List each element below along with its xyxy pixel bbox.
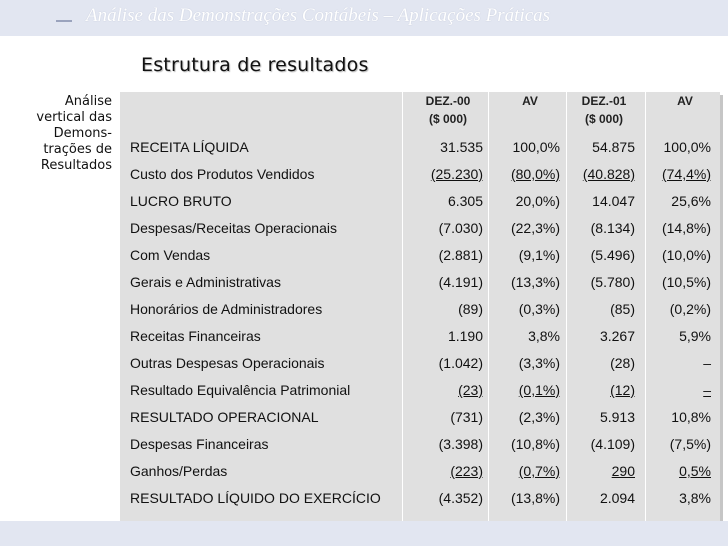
av-dez-00: (13,3%)	[510, 274, 560, 290]
av-dez-01: (0,2%)	[669, 301, 711, 317]
table-row	[120, 217, 720, 239]
row-label: Resultado Equivalência Patrimonial	[130, 382, 351, 398]
av-dez-00: (9,1%)	[518, 247, 560, 263]
av-dez-01: –	[703, 382, 711, 398]
value-dez-01: (4.109)	[590, 436, 635, 452]
av-dez-01: (14,8%)	[661, 220, 711, 236]
row-label: Outras Despesas Operacionais	[130, 355, 325, 371]
value-dez-01: 3.267	[599, 328, 635, 344]
side-label	[4, 94, 112, 174]
side-label-line: Análise	[64, 94, 112, 109]
slide-title: Estrutura de resultados	[141, 54, 369, 76]
value-dez-00: (1.042)	[438, 355, 483, 371]
row-label: RESULTADO LÍQUIDO DO EXERCÍCIO	[130, 490, 381, 506]
value-dez-00: (3.398)	[438, 436, 483, 452]
table-row	[120, 163, 720, 185]
av-dez-00: 3,8%	[528, 328, 560, 344]
av-dez-00: 20,0%)	[515, 193, 560, 209]
row-label: RESULTADO OPERACIONAL	[130, 409, 319, 425]
footer-band	[0, 521, 728, 546]
value-dez-01: (12)	[610, 382, 635, 398]
value-dez-00: 6.305	[447, 193, 483, 209]
row-label: Honorários de Administradores	[130, 301, 323, 317]
table-row	[120, 298, 720, 320]
side-label-line: vertical das	[36, 110, 112, 125]
table-row	[120, 352, 720, 374]
av-dez-00: (13,8%)	[510, 490, 560, 506]
table-row	[120, 460, 720, 482]
value-dez-01: 2.094	[599, 490, 635, 506]
value-dez-00: (89)	[458, 301, 483, 317]
av-dez-01: 10,8%	[671, 409, 711, 425]
column-header-av-01: AV	[677, 94, 693, 108]
value-dez-01: (5.496)	[590, 247, 635, 263]
value-dez-00: 31.535	[440, 139, 483, 155]
column-header-av-00: AV	[522, 94, 538, 108]
av-dez-01: (7,5%)	[669, 436, 711, 452]
av-dez-00: 100,0%	[512, 139, 560, 155]
value-dez-00: (7.030)	[438, 220, 483, 236]
column-headers	[120, 92, 720, 132]
header-dash	[56, 20, 72, 22]
value-dez-01: (28)	[610, 355, 635, 371]
value-dez-00: (25.230)	[430, 166, 483, 182]
table-row	[120, 271, 720, 293]
row-label: Despesas Financeiras	[130, 436, 269, 452]
av-dez-00: (80,0%)	[510, 166, 560, 182]
value-dez-01: 54.875	[592, 139, 635, 155]
row-label: Com Vendas	[130, 247, 211, 263]
value-dez-01: 5.913	[599, 409, 635, 425]
side-label-line: Resultados	[40, 158, 112, 173]
av-dez-01: –	[703, 355, 711, 371]
value-dez-01: (40.828)	[582, 166, 635, 182]
value-dez-00: (2.881)	[438, 247, 483, 263]
av-dez-01: (10,0%)	[661, 247, 711, 263]
table-row	[120, 136, 720, 158]
column-header-dez-00: DEZ.-00 ($ 000)	[425, 94, 471, 126]
av-dez-00: (2,3%)	[518, 409, 560, 425]
av-dez-01: 0,5%	[679, 463, 711, 479]
row-label: Custo dos Produtos Vendidos	[130, 166, 315, 182]
side-label-line: trações de	[43, 142, 112, 157]
table-row	[120, 325, 720, 347]
av-dez-01: 3,8%	[679, 490, 711, 506]
value-dez-01: 290	[611, 463, 635, 479]
table-row	[120, 487, 720, 509]
column-header-dez-01: DEZ.-01 ($ 000)	[581, 94, 627, 126]
table-row	[120, 379, 720, 401]
value-dez-00: 1.190	[447, 328, 483, 344]
side-label-line: Demons-	[53, 126, 112, 141]
row-label: Receitas Financeiras	[130, 328, 261, 344]
value-dez-00: (223)	[450, 463, 483, 479]
table-row	[120, 244, 720, 266]
row-label: Despesas/Receitas Operacionais	[130, 220, 337, 236]
table-row	[120, 433, 720, 455]
value-dez-00: (731)	[450, 409, 483, 425]
value-dez-01: (5.780)	[590, 274, 635, 290]
av-dez-01: 25,6%	[671, 193, 711, 209]
av-dez-00: (0,3%)	[518, 301, 560, 317]
value-dez-00: (4.352)	[438, 490, 483, 506]
value-dez-00: (4.191)	[438, 274, 483, 290]
value-dez-00: (23)	[458, 382, 483, 398]
av-dez-00: (22,3%)	[510, 220, 560, 236]
table-row	[120, 190, 720, 212]
av-dez-01: (10,5%)	[661, 274, 711, 290]
row-label: Ganhos/Perdas	[130, 463, 228, 479]
av-dez-01: (74,4%)	[661, 166, 711, 182]
row-label: LUCRO BRUTO	[130, 193, 232, 209]
value-dez-01: 14.047	[592, 193, 635, 209]
av-dez-00: (0,1%)	[518, 382, 560, 398]
value-dez-01: (85)	[610, 301, 635, 317]
header-title: Análise das Demonstrações Contábeis – Aplicações Práticas	[86, 5, 551, 26]
row-label: Gerais e Administrativas	[130, 274, 281, 290]
av-dez-00: (10,8%)	[510, 436, 560, 452]
row-label: RECEITA LÍQUIDA	[130, 139, 249, 155]
table-row	[120, 406, 720, 428]
av-dez-00: (0,7%)	[518, 463, 560, 479]
av-dez-01: 5,9%	[679, 328, 711, 344]
av-dez-00: (3,3%)	[518, 355, 560, 371]
av-dez-01: 100,0%	[663, 139, 711, 155]
value-dez-01: (8.134)	[590, 220, 635, 236]
